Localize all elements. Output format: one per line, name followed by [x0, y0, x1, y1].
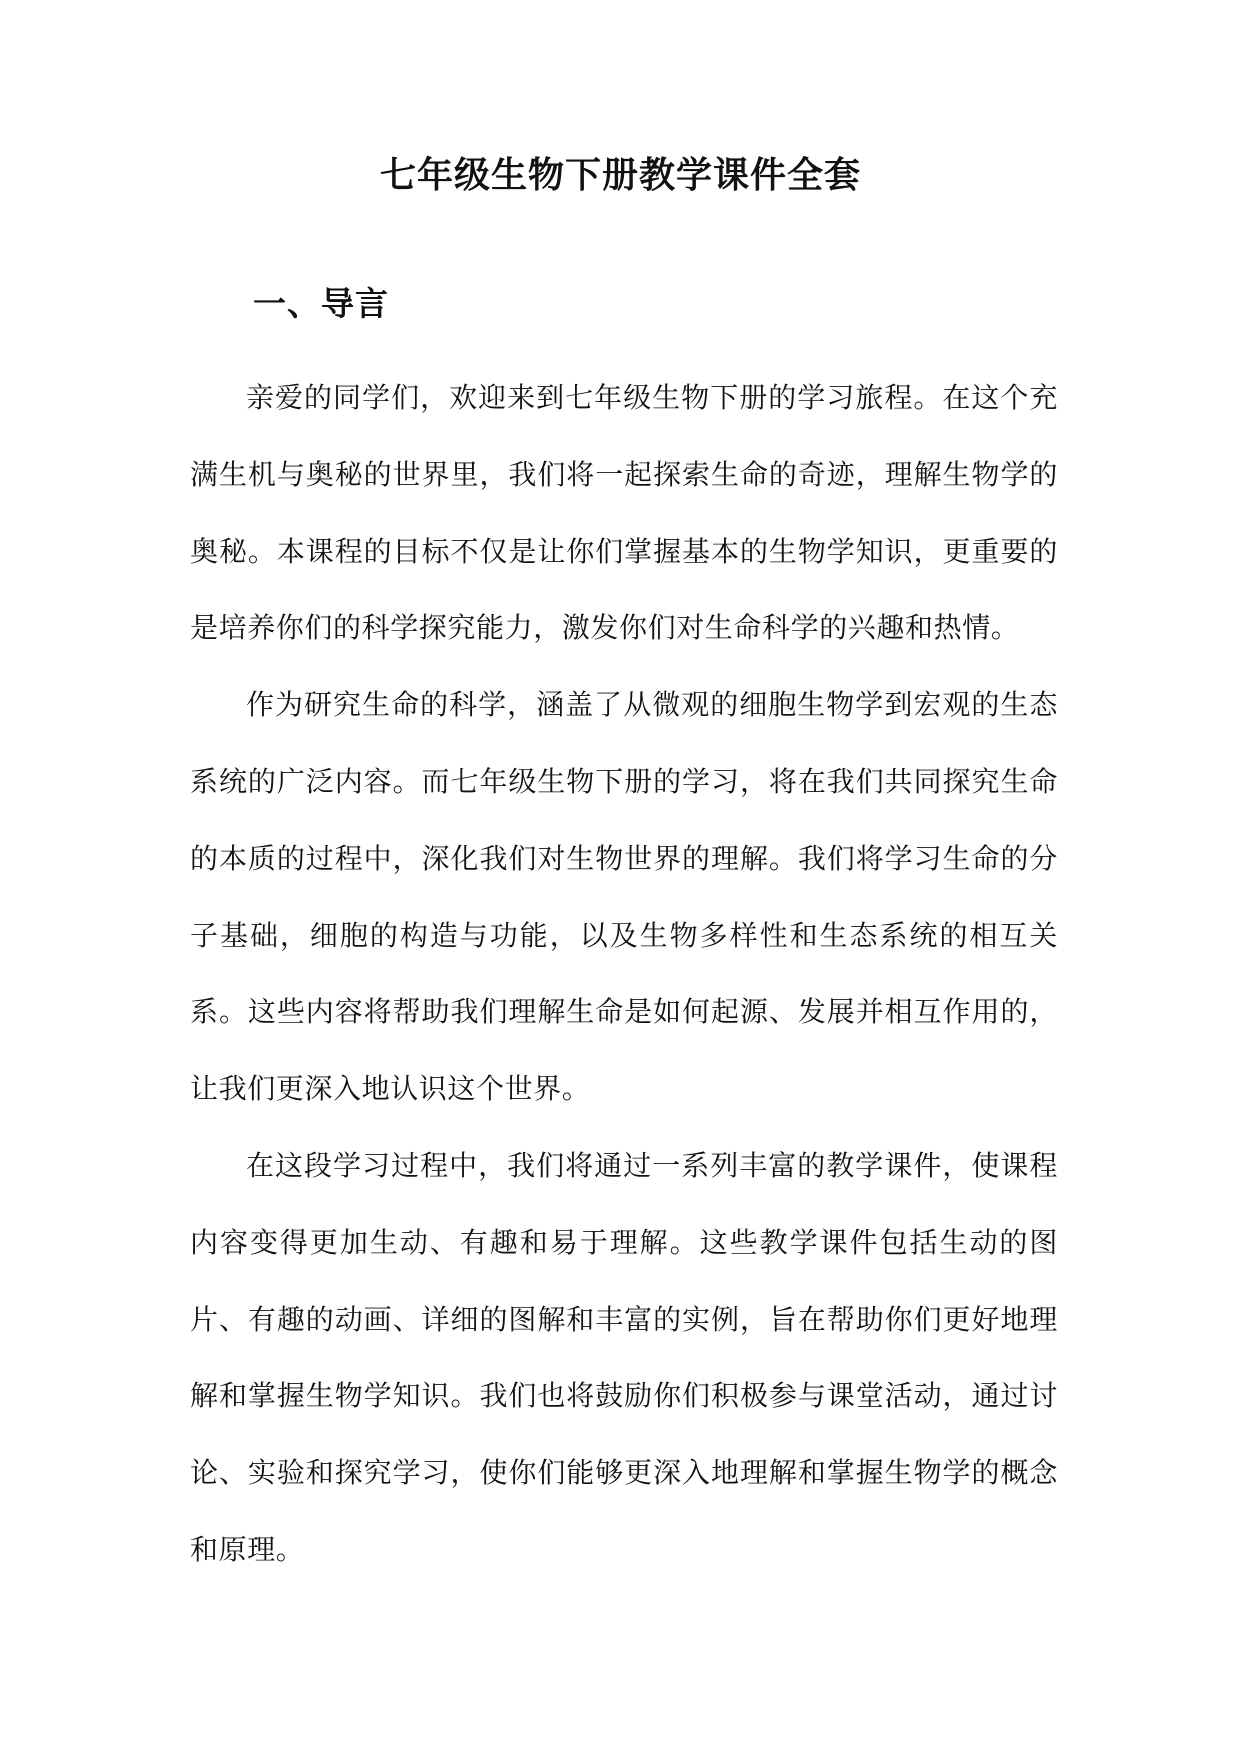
section-heading-introduction: 一、导言 — [253, 284, 389, 323]
paragraph: 在这段学习过程中，我们将通过一系列丰富的教学课件，使课程内容变得更加生动、有趣和易于理解。这些教学课件包括生动的图片、有趣的动画、详细的图解和丰富的实例，旨在帮助你们更好地理解和掌握生物学知识。我们也将鼓励你们积极参与课堂活动，通过讨论、实验和探究学习，使你们能够更深入地理解和掌握生物学的概念和原理。 — [190, 1148, 1058, 1566]
section-body — [190, 360, 1058, 1589]
document-title: 七年级生物下册教学课件全套 — [379, 154, 861, 196]
paragraph: 亲爱的同学们，欢迎来到七年级生物下册的学习旅程。在这个充满生机与奥秘的世界里，我们将一起探索生命的奇迹，理解生物学的奥秘。本课程的目标不仅是让你们掌握基本的生物学知识，更重要的是培养你们的科学探究能力，激发你们对生命科学的兴趣和热情。 — [190, 381, 1058, 645]
paragraph: 作为研究生命的科学，涵盖了从微观的细胞生物学到宏观的生态系统的广泛内容。而七年级生物下册的学习，将在我们共同探究生命的本质的过程中，深化我们对生物世界的理解。我们将学习生命的分子基础，细胞的构造与功能，以及生物多样性和生态系统的相互关系。这些内容将帮助我们理解生命是如何起源、发展并相互作用的，让我们更深入地认识这个世界。 — [190, 688, 1058, 1106]
